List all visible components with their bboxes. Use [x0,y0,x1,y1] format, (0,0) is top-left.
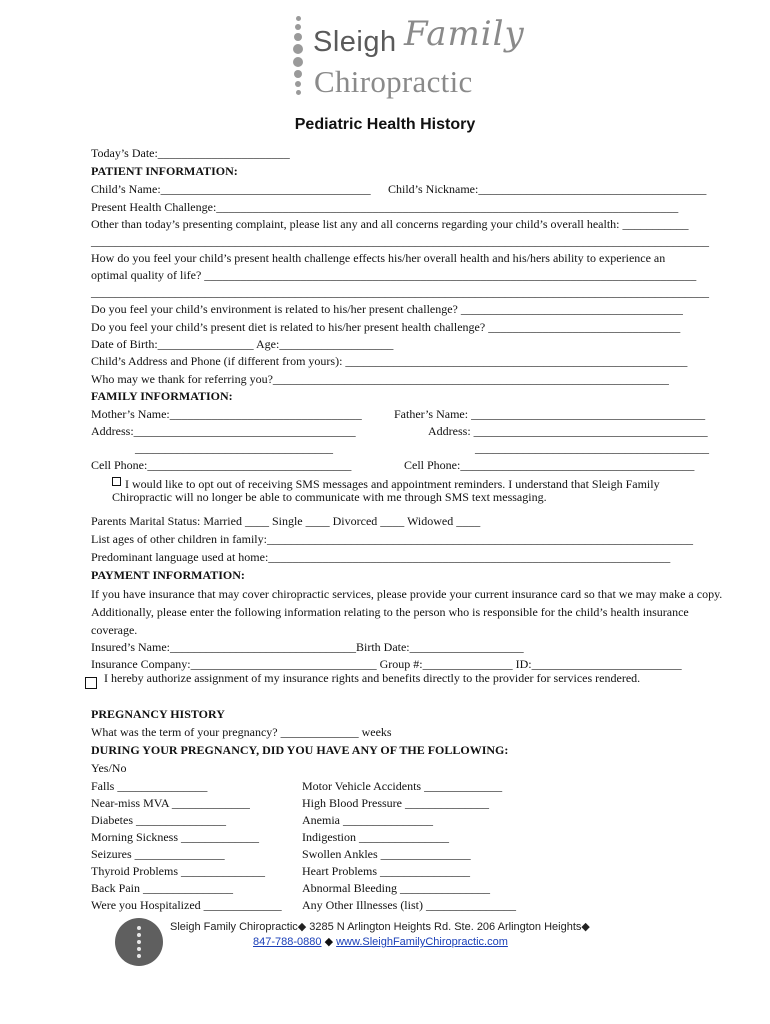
sms-opt-out-checkbox[interactable] [112,477,121,486]
footer-contact [253,935,508,948]
footer-address: Sleigh Family Chiropractic◆ 3285 N Arlington Heights Rd. Ste. 206 Arlington Heights◆ [170,921,590,933]
marital-status-field[interactable]: Parents Marital Status: Married ____ Single ____ Divorced ____ Widowed ____ [91,514,481,528]
pregnancy-item-left[interactable]: Thyroid Problems ______________ [91,864,265,878]
section-pregnancy-history: PREGNANCY HISTORY [91,707,225,721]
footer-website-link[interactable]: www.SleighFamilyChiropractic.com [336,936,508,948]
other-concerns-field[interactable]: Other than today’s presenting complaint, please list any and all concerns regarding your child’s overall health: ___________ [91,217,689,231]
father-address-line2[interactable]: _______________________________________ [475,441,709,455]
todays-date-field[interactable]: Today’s Date:______________________ [91,146,290,160]
during-pregnancy-heading: DURING YOUR PREGNANCY, DID YOU HAVE ANY OF THE FOLLOWING: [91,743,509,757]
section-payment-information: PAYMENT INFORMATION: [91,568,245,582]
how-feel-question: How do you feel your child’s present health challenge effects his/her overall health and his/hers ability to experience an [91,251,666,265]
pregnancy-item-left[interactable]: Back Pain _______________ [91,881,233,895]
pregnancy-item-left[interactable]: Seizures _______________ [91,847,225,861]
footer-logo-icon [115,918,163,966]
sms-opt-out-text-2: Chiropractic will no longer be able to communicate with me through SMS text messaging. [112,490,547,504]
environment-field[interactable]: Do you feel your child’s environment is related to his/her present challenge? _____________________________________ [91,302,683,316]
present-health-challenge-field[interactable]: Present Health Challenge:_____________________________________________________________________________ [91,200,679,214]
pregnancy-item-left[interactable]: Falls _______________ [91,779,208,793]
father-cell-phone-field[interactable]: Cell Phone:_______________________________________ [404,458,695,472]
referring-field[interactable]: Who may we thank for referring you?__________________________________________________________________ [91,372,669,386]
insureds-name-field[interactable]: Insured’s Name:_______________________________Birth Date:___________________ [91,640,524,654]
section-family-information: FAMILY INFORMATION: [91,389,233,403]
father-address-field[interactable]: Address: _______________________________________ [428,424,708,438]
mother-cell-phone-field[interactable]: Cell Phone:__________________________________ [91,458,352,472]
payment-paragraph: If you have insurance that may cover chiropractic services, please provide your current insurance card so that we may make a copy. Additionally, please enter the following information relating to the person who is responsible for the child’s health insurance coverage. [91,587,723,637]
authorize-checkbox[interactable] [85,677,97,689]
footer-separator: ◆ [321,936,337,948]
page-title: Pediatric Health History [294,116,476,133]
yes-no-label: Yes/No [91,761,127,775]
logo-dots-icon [293,16,303,98]
logo-text-chiropractic: Chiropractic [314,64,473,99]
other-concerns-blank-line[interactable]: _______________________________________________________________________________________________________ [91,234,709,248]
logo-text-sleigh: Sleigh [313,26,397,58]
pregnancy-item-right[interactable]: Any Other Illnesses (list) _______________ [302,898,516,912]
child-address-phone-field[interactable]: Child’s Address and Phone (if different from yours): _________________________________________________________ [91,354,688,368]
logo-text-family: Family [404,14,525,54]
sms-opt-out-text-1: I would like to opt out of receiving SMS messages and appointment reminders. I understand that Sleigh Family [125,477,660,491]
pregnancy-item-left[interactable]: Morning Sickness _____________ [91,830,259,844]
how-feel-blank-line[interactable]: _______________________________________________________________________________________________________ [91,285,709,299]
how-feel-answer-field[interactable]: optimal quality of life? __________________________________________________________________________________ [91,268,697,282]
pregnancy-item-right[interactable]: Swollen Ankles _______________ [302,847,471,861]
pregnancy-item-right[interactable]: Motor Vehicle Accidents _____________ [302,779,503,793]
authorize-text: I hereby authorize assignment of my insurance rights and benefits directly to the provider for services rendered. [104,671,641,685]
other-children-ages-field[interactable]: List ages of other children in family:_______________________________________________________________________ [91,532,693,546]
section-patient-information: PATIENT INFORMATION: [91,164,238,178]
fathers-name-field[interactable]: Father’s Name: _______________________________________ [394,407,706,421]
pregnancy-term-field[interactable]: What was the term of your pregnancy? _____________ weeks [91,725,392,739]
insurance-company-field[interactable]: Insurance Company:_______________________________ Group #:_______________ ID:_________________________ [91,657,682,671]
pregnancy-item-right[interactable]: High Blood Pressure ______________ [302,796,489,810]
date-of-birth-age-field[interactable]: Date of Birth:________________ Age:___________________ [91,337,394,351]
pregnancy-item-left[interactable]: Were you Hospitalized _____________ [91,898,282,912]
mothers-name-field[interactable]: Mother’s Name:________________________________ [91,407,362,421]
mother-address-field[interactable]: Address:_____________________________________ [91,424,356,438]
childs-nickname-field[interactable]: Child’s Nickname:______________________________________ [388,182,707,196]
language-field[interactable]: Predominant language used at home:___________________________________________________________________ [91,550,671,564]
pregnancy-item-right[interactable]: Heart Problems _______________ [302,864,470,878]
footer-phone-link[interactable]: 847-788-0880 [253,936,322,948]
pregnancy-item-left[interactable]: Near-miss MVA _____________ [91,796,250,810]
pregnancy-item-right[interactable]: Indigestion _______________ [302,830,449,844]
diet-field[interactable]: Do you feel your child’s present diet is related to his/her present health challenge? ________________________________ [91,320,681,334]
pregnancy-item-right[interactable]: Anemia _______________ [302,813,433,827]
mother-address-line2[interactable]: _________________________________ [135,441,333,455]
pregnancy-item-right[interactable]: Abnormal Bleeding _______________ [302,881,490,895]
childs-name-field[interactable]: Child’s Name:___________________________________ [91,182,371,196]
pregnancy-item-left[interactable]: Diabetes _______________ [91,813,226,827]
